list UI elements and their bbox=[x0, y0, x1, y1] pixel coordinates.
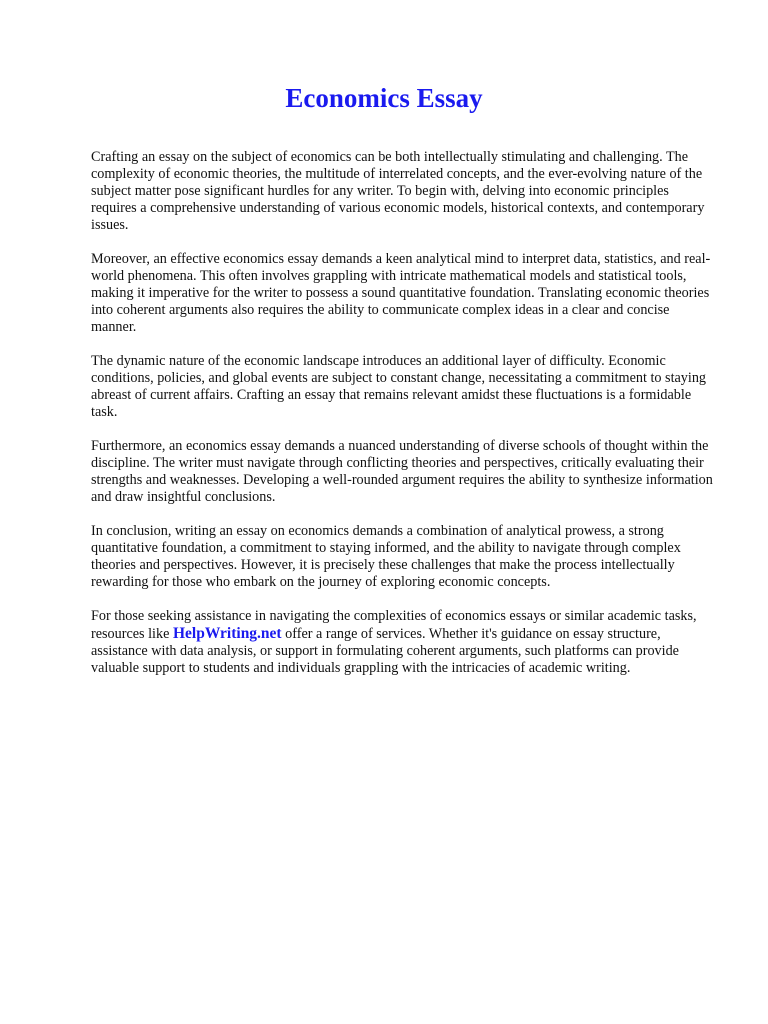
paragraph-dynamics: The dynamic nature of the economic landscape introduces an additional layer of difficulty. Economic conditions, policies, and global events are subject to constant change, necessitating a commitment to staying abreast of current affairs. Crafting an essay that remains relevant amidst these fluctuations is a formidable task. bbox=[91, 353, 707, 420]
paragraph-schools-of-thought: Furthermore, an economics essay demands a nuanced understanding of diverse schools of thought within the discipline. The writer must navigate through conflicting theories and perspectives, critically evaluating their strengths and weaknesses. Developing a well-rounded argument requires the ability to synthesize information and draw insightful conclusions. bbox=[91, 438, 713, 505]
paragraph-analysis: Moreover, an effective economics essay demands a keen analytical mind to interpret data, statistics, and real-world phenomena. This often involves grappling with intricate mathematical models and statistical tools, making it imperative for the writer to possess a sound quantitative foundation. Translating economic theories into coherent arguments also requires the ability to communicate complex ideas in a clear and concise manner. bbox=[91, 251, 711, 335]
page-title: Economics Essay bbox=[285, 83, 483, 113]
paragraph-conclusion: In conclusion, writing an essay on economics demands a combination of analytical prowess, a strong quantitative foundation, a commitment to staying informed, and the ability to navigate through complex theories and perspectives. However, it is precisely these challenges that make the process intellectually rewarding for those who embark on the journey of exploring economic concepts. bbox=[91, 523, 681, 590]
paragraph-intro: Crafting an essay on the subject of economics can be both intellectually stimulating and challenging. The complexity of economic theories, the multitude of interrelated concepts, and the ever-evolving nature of the subject matter pose significant hurdles for any writer. To begin with, delving into economic principles requires a comprehensive understanding of various economic models, historical contexts, and contemporary issues. bbox=[91, 149, 705, 233]
assistance-text-before-link: For those seeking assistance in navigating the complexities of economics essays or similar academic tasks, resources like bbox=[91, 608, 697, 642]
assistance-text-after-link: offer a range of services. Whether it's guidance on essay structure, assistance with data analysis, or support in formulating coherent arguments, such platforms can provide valuable support to students and individuals grappling with the intricacies of academic writing. bbox=[91, 626, 679, 676]
paragraph-assistance bbox=[91, 608, 716, 677]
helpwriting-link[interactable]: HelpWriting.net bbox=[172, 625, 282, 642]
